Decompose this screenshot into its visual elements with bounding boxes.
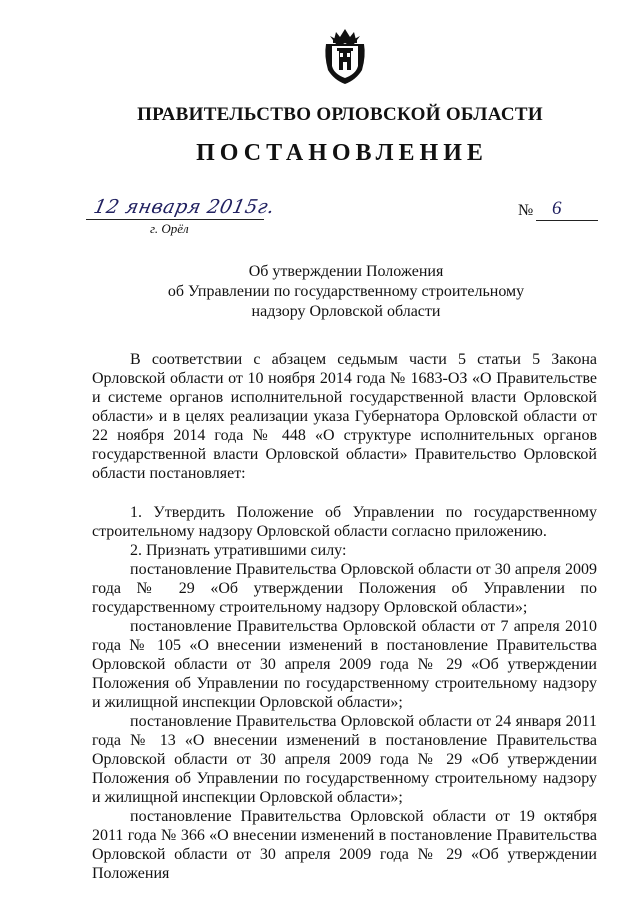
item-2-paragraph: 2. Признать утратившими силу: (130, 542, 347, 559)
repealed-act-paragraph: постановление Правительства Орловской области от 7 апреля 2010 года № 105 «О внесении изменений в постановление Правительства Орловской области от 30 апреля 2009 года № 29 «Об утверждении Положения об Управлении по государственному строительному надзору и жилищной инспекции Орловской области»; (92, 618, 597, 711)
repealed-act-paragraph: постановление Правительства Орловской области от 19 октября 2011 года № 366 «О внесении изменений в постановление Правительства Орловской области от 30 апреля 2009 года № 29 «Об утверждении Положения (92, 808, 597, 882)
number-underline (536, 220, 598, 221)
handwritten-number: 6 (552, 198, 562, 219)
preamble-paragraph: В соответствии с абзацем седьмым части 5 статьи 5 Закона Орловской области от 10 ноября 2014 года № 1683-ОЗ «О Правительстве и системе органов исполнительной государственной власти Орловской области» и в целях реализации указа Губернатора Орловской области от 22 ноября 2014 года № 448 «О структуре исполнительных органов государственной власти Орловской области» Правительство Орловской области постановляет: (92, 351, 597, 482)
document-body (92, 350, 597, 883)
city-label: г. Орёл (150, 221, 189, 236)
document-subject (26, 262, 640, 322)
coat-of-arms-icon (322, 26, 368, 86)
repealed-act-paragraph: постановление Правительства Орловской области от 24 января 2011 года № 13 «О внесении изменений в постановление Правительства Орловской области от 30 апреля 2009 года № 29 «Об утверждении Положения об Управлении по государственному строительному надзору и жилищной инспекции Орловской области»; (92, 713, 597, 806)
date-underline (86, 219, 264, 220)
document-type-title: ПОСТАНОВЛЕНИЕ (196, 140, 488, 166)
repealed-act-paragraph: постановление Правительства Орловской области от 30 апреля 2009 года № 29 «Об утверждении Положения об Управлении по государственному строительному надзору Орловской области»; (92, 561, 597, 616)
subject-line: об Управлении по государственному строительному (167, 283, 525, 300)
number-label: № (518, 202, 534, 219)
subject-line: Об утверждении Положения (248, 263, 444, 280)
item-1-paragraph: 1. Утвердить Положение об Управлении по государственному строительному надзору Орловской области согласно приложению. (92, 504, 597, 540)
handwritten-date: 12 января 2015г. (91, 196, 277, 218)
org-title: ПРАВИТЕЛЬСТВО ОРЛОВСКОЙ ОБЛАСТИ (137, 104, 543, 125)
subject-line: надзору Орловской области (251, 303, 441, 320)
